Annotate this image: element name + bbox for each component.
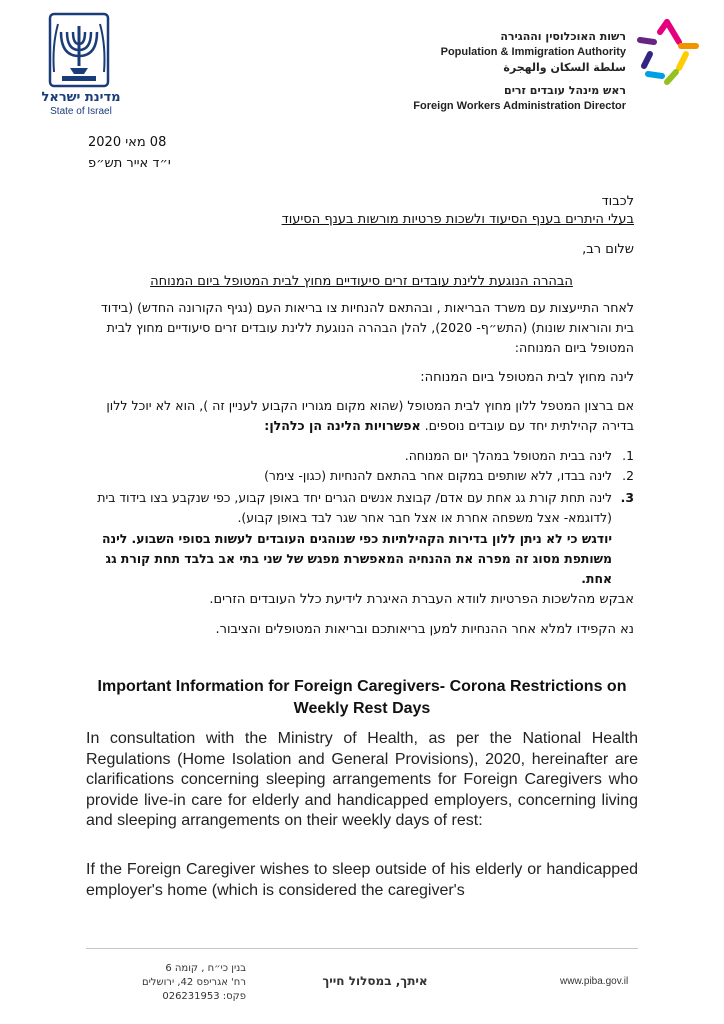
- english-paragraph-conditions: If the Foreign Caregiver wishes to sleep outside of his elderly or handicapped employer's home (which is considered the caregiver's: [86, 861, 638, 899]
- list-item-text: לינה תחת קורת גג אחת עם אדם/ קבוצת אנשים הגרים יחד באופן קבוע, כפי שנקבע בצו בידוד בית (לדוגמא- אצל משפחה אחרת או אצל חבר אחר שגר לבד באופן קבוע).: [97, 490, 612, 525]
- list-item-number: 2.: [622, 468, 634, 483]
- conditions-options-label: אפשרויות הלינה הן כלהלן:: [264, 418, 421, 433]
- list-item: [94, 466, 634, 486]
- conditions-text: אם ברצון המטפל ללון מחוץ לבית המטופל (שהוא מקום מגוריו הקבוע לעניין זה ), הוא לא יוכל ללון בדירה קהילתית יחד עם עובדים נוספים.: [106, 398, 634, 433]
- hebrew-paragraph-heading: לינה מחוץ לבית המטופל ביום המנוחה:: [420, 370, 634, 385]
- list-item-text: לינה בבדו, ללא שותפים במקום אחר בהתאם להנחיות (כגון- צימר): [264, 468, 612, 483]
- footer-divider: [86, 948, 638, 949]
- list-item-text: לינה בבית המטופל במהלך יום המנוחה.: [404, 448, 612, 463]
- date-hebrew: י״ד אייר תש״פ: [88, 156, 171, 171]
- addressee-recipients: בעלי היתרים בענף הסיעוד ולשכות פרטיות מורשות בענף הסיעוד: [281, 212, 634, 227]
- address-line: בנין כי״ח , קומה 6: [165, 963, 246, 974]
- request-paragraph: אבקש מהלשכות הפרטיות לוודא העברת האיגרת לידיעת כלל העובדים הזרים.: [209, 592, 634, 607]
- list-item-number: 1.: [622, 448, 634, 463]
- star-logo-icon: [634, 18, 700, 86]
- emphasis-note: יודגש כי לא ניתן ללון בדירות הקהילתיות כפי שנוהגים העובדים לעשות בסופי השבוע. לינה משותפת מסוג זה מפרה את ההנחיה המאפשרת מפגש של שני בתי אב בלבד תחת קורת גג אחת.: [101, 531, 612, 586]
- letter-subject: הבהרה הנוגעת ללינת עובדים זרים סיעודיים מחוץ לבית המטופל ביום המנוחה: [150, 274, 573, 289]
- list-item: [94, 446, 634, 466]
- date-gregorian: 08 מאי 2020: [88, 135, 167, 150]
- list-item: [94, 488, 634, 528]
- fax-number: פקס: 026231953: [162, 991, 246, 1002]
- address-line: רח' אגריפס 42, ירושלים: [141, 977, 246, 988]
- greeting: שלום רב,: [582, 242, 634, 257]
- closing-paragraph: נא הקפידו למלא אחר ההנחיות למען בריאותכם ובריאות המטופלים והציבור.: [215, 622, 634, 637]
- director-title-english: Foreign Workers Administration Director: [413, 100, 626, 112]
- menorah-emblem-icon: [48, 12, 110, 88]
- list-item-number: 3.: [620, 490, 634, 505]
- director-title-hebrew: ראש מינהל עובדים זרים: [504, 84, 626, 97]
- english-title: Important Information for Foreign Caregivers- Corona Restrictions on Weekly Rest Days: [97, 678, 627, 717]
- footer-slogan: איתך, במסלול חייך: [322, 974, 428, 988]
- english-paragraph-intro: In consultation with the Ministry of Health, as per the National Health Regulations (Home Isolation and General Provisions), 2020, hereinafter are clarifications concerning sleeping arrangements for Foreign Caregivers who provide live-in care for elderly and handicapped employers, concerning living and sleeping arrangements on their weekly days of rest:: [86, 730, 638, 829]
- addressee-label: לכבוד: [601, 194, 634, 209]
- state-name-hebrew: מדינת ישראל: [41, 90, 121, 105]
- authority-name-arabic: سلطة السكان والهجرة: [503, 61, 626, 74]
- footer-website-link[interactable]: www.piba.gov.il: [560, 976, 629, 987]
- authority-name-english: Population & Immigration Authority: [440, 46, 626, 58]
- footer-address: [96, 962, 246, 1004]
- hebrew-paragraph-intro: לאחר התייעצות עם משרד הבריאות , ובהתאם להנחיות צו בריאות העם (נגיף הקורונה החדש) (בידוד בית והוראות שונות) (התש״ף- 2020), להלן הבהרה הנוגעת ללינת עובדים זרים סיעודיים מחוץ לבית המטופל ביום המנוחה:: [100, 300, 634, 355]
- authority-name-hebrew: רשות האוכלוסין וההגירה: [500, 30, 626, 43]
- hebrew-paragraph-conditions: [89, 396, 634, 436]
- state-name-english: State of Israel: [50, 106, 112, 117]
